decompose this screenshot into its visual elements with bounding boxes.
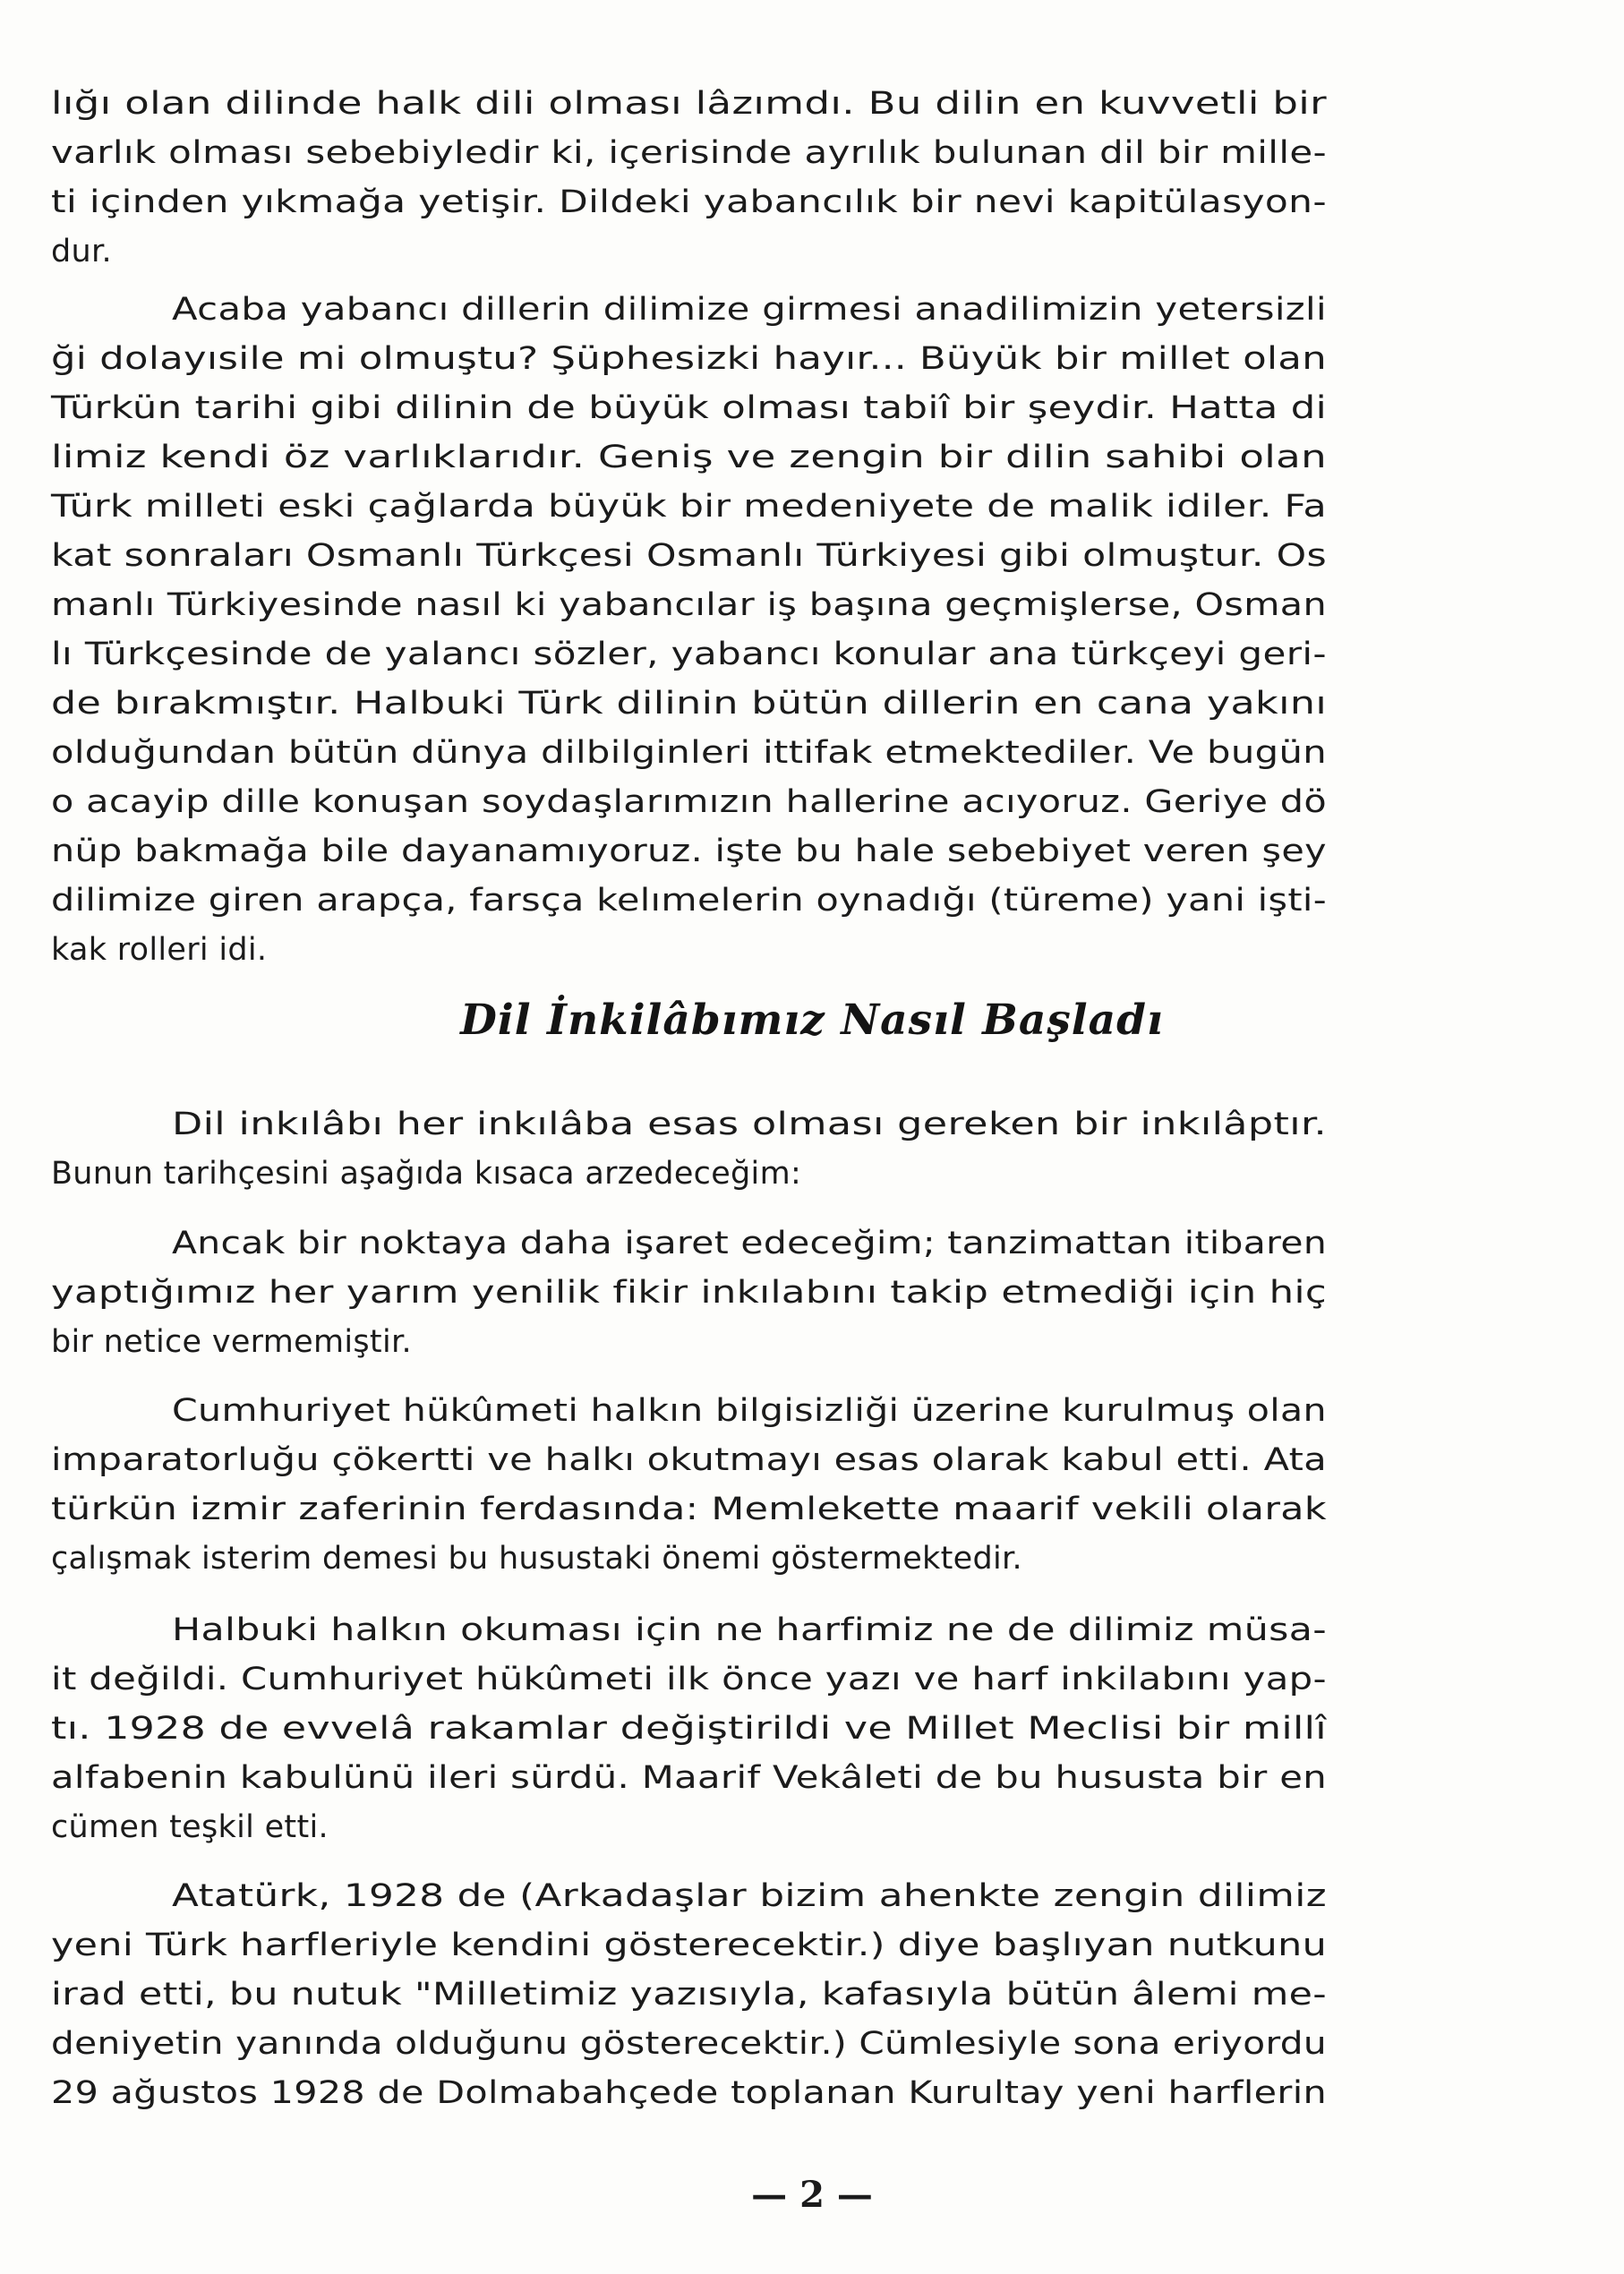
text-line-content: Dil inkılâbı her inkılâba esas olması gereken bir inkılâptır. <box>172 1107 1328 1142</box>
text-line <box>0 1268 1624 1318</box>
text-line-content: yeni Türk harfleriyle kendini gösterecektir.) diye başlıyan nutkunu <box>51 1928 1328 1963</box>
text-line-content: deniyetin yanında olduğunu gösterecektir.) Cümlesiyle sona eriyordu <box>51 2026 1328 2062</box>
text-line-content: yaptığımız her yarım yenilik fikir inkılabını takip etmediği için hiç <box>51 1275 1328 1311</box>
text-line-content: nüp bakmağa bile dayanamıyoruz. işte bu hale sebebiyet veren şey <box>51 834 1327 869</box>
text-line-content: ği dolayısile mi olmuştu? Şüphesizki hayır... Büyük bir millet olan <box>51 341 1327 377</box>
text-line-content: Cumhuriyet hükûmeti halkın bilgisizliği üzerine kurulmuş olan <box>172 1393 1327 1429</box>
text-line <box>0 1435 1624 1485</box>
text-line <box>0 1386 1624 1436</box>
text-line-content: varlık olması sebebiyledir ki, içerisinde ayrılık bulunan dil bir mille- <box>51 135 1327 171</box>
text-line-content: it değildi. Cumhuriyet hükûmeti ilk önce yazı ve harf inkilabını yap- <box>51 1662 1327 1697</box>
text-line-content: imparatorluğu çökertti ve halkı okutmayı esas olarak kabul etti. Ata <box>51 1442 1328 1478</box>
text-line-content: irad etti, bu nutuk "Milletimiz yazısıyla, kafasıyla bütün âlemi me- <box>51 1977 1328 2013</box>
text-line <box>0 1920 1624 1971</box>
text-line <box>0 1802 1624 1852</box>
text-line <box>0 1484 1624 1535</box>
text-line <box>0 482 1624 532</box>
text-line-content: Bunun tarihçesini aşağıda kısaca arzedeceğim: <box>51 1156 802 1192</box>
text-line-content: Türk milleti eski çağlarda büyük bir medeniyete de malik idiler. Fa <box>51 489 1328 525</box>
text-line <box>0 1149 1624 1199</box>
text-line <box>0 2019 1624 2069</box>
text-line-content: çalışmak isterim demesi bu husustaki önemi göstermektedir. <box>51 1541 1022 1577</box>
text-line-content: limiz kendi öz varlıklarıdır. Geniş ve zengin bir dilin sahibi olan <box>51 440 1328 475</box>
text-line-content: Halbuki halkın okuması için ne harfimiz ne de dilimiz müsa- <box>172 1612 1328 1648</box>
text-line <box>0 531 1624 581</box>
text-line-content: kak rolleri idi. <box>51 932 268 968</box>
text-line <box>0 334 1624 384</box>
text-line <box>0 826 1624 876</box>
text-line-content: de bırakmıştır. Halbuki Türk dilinin bütün dillerin en cana yakını <box>51 686 1328 722</box>
text-line <box>0 79 1624 129</box>
text-line <box>0 432 1624 483</box>
section-heading: Dil İnkilâbımız Nasıl Başladı <box>460 996 1164 1045</box>
text-line <box>0 2068 1624 2118</box>
text-line <box>0 1753 1624 1803</box>
text-line-content: olduğundan bütün dünya dilbilginleri ittifak etmektediler. Ve bugün <box>51 735 1328 771</box>
text-line <box>0 1871 1624 1921</box>
text-line-content: kat sonraları Osmanlı Türkçesi Osmanlı Türkiyesi gibi olmuştur. Os <box>51 538 1328 574</box>
text-line-content: bir netice vermemiştir. <box>51 1324 412 1360</box>
text-line-content: lığı olan dilinde halk dili olması lâzımdı. Bu dilin en kuvvetli bir <box>51 86 1328 122</box>
text-line-content: Türkün tarihi gibi dilinin de büyük olması tabiî bir şeydir. Hatta di <box>51 390 1327 426</box>
text-line <box>0 1605 1624 1655</box>
text-line <box>0 128 1624 178</box>
text-line-content: türkün izmir zaferinin ferdasında: Memlekette maarif vekili olarak <box>51 1492 1327 1527</box>
text-line-content: Atatürk, 1928 de (Arkadaşlar bizim ahenkte zengin dilimiz <box>172 1878 1328 1914</box>
text-line <box>0 1099 1624 1150</box>
text-line-content: dur. <box>51 234 112 269</box>
text-line <box>0 177 1624 227</box>
text-line <box>0 580 1624 630</box>
text-line <box>0 777 1624 827</box>
text-line <box>0 1704 1624 1754</box>
text-line <box>0 925 1624 975</box>
text-line-content: lı Türkçesinde de yalancı sözler, yabancı konular ana türkçeyi geri- <box>51 637 1327 672</box>
text-line-content: tı. 1928 de evvelâ rakamlar değiştirildi ve Millet Meclisi bir millî <box>51 1711 1327 1747</box>
text-line <box>0 1534 1624 1584</box>
text-line-content: o acayip dille konuşan soydaşlarımızın hallerine acıyoruz. Geriye dö <box>51 784 1328 820</box>
text-line-content: Acaba yabancı dillerin dilimize girmesi anadilimizin yetersizli <box>172 292 1327 328</box>
text-line <box>0 1654 1624 1705</box>
text-line-content: dilimize giren arapça, farsça kelımelerin oynadığı (türeme) yani işti- <box>51 883 1327 919</box>
text-line-content: ti içinden yıkmağa yetişir. Dildeki yabancılık bir nevi kapitülasyon- <box>51 184 1327 220</box>
text-line-content: cümen teşkil etti. <box>51 1809 329 1845</box>
text-line <box>0 1218 1624 1269</box>
text-line <box>0 629 1624 680</box>
text-line <box>0 285 1624 335</box>
text-line <box>0 227 1624 277</box>
text-line-content: 29 ağustos 1928 de Dolmabahçede toplanan Kurultay yeni harflerin <box>51 2075 1328 2111</box>
text-line <box>0 876 1624 926</box>
page-number: — 2 — <box>751 2174 873 2216</box>
text-line <box>0 728 1624 778</box>
text-line-content: Ancak bir noktaya daha işaret edeceğim; tanzimattan itibaren <box>172 1226 1328 1261</box>
text-line <box>0 383 1624 433</box>
text-line <box>0 1317 1624 1367</box>
text-line-content: manlı Türkiyesinde nasıl ki yabancılar iş başına geçmişlerse, Osman <box>51 587 1327 623</box>
text-line-content: alfabenin kabulünü ileri sürdü. Maarif Vekâleti de bu hususta bir en <box>51 1760 1328 1796</box>
text-line <box>0 679 1624 729</box>
text-line <box>0 1970 1624 2020</box>
